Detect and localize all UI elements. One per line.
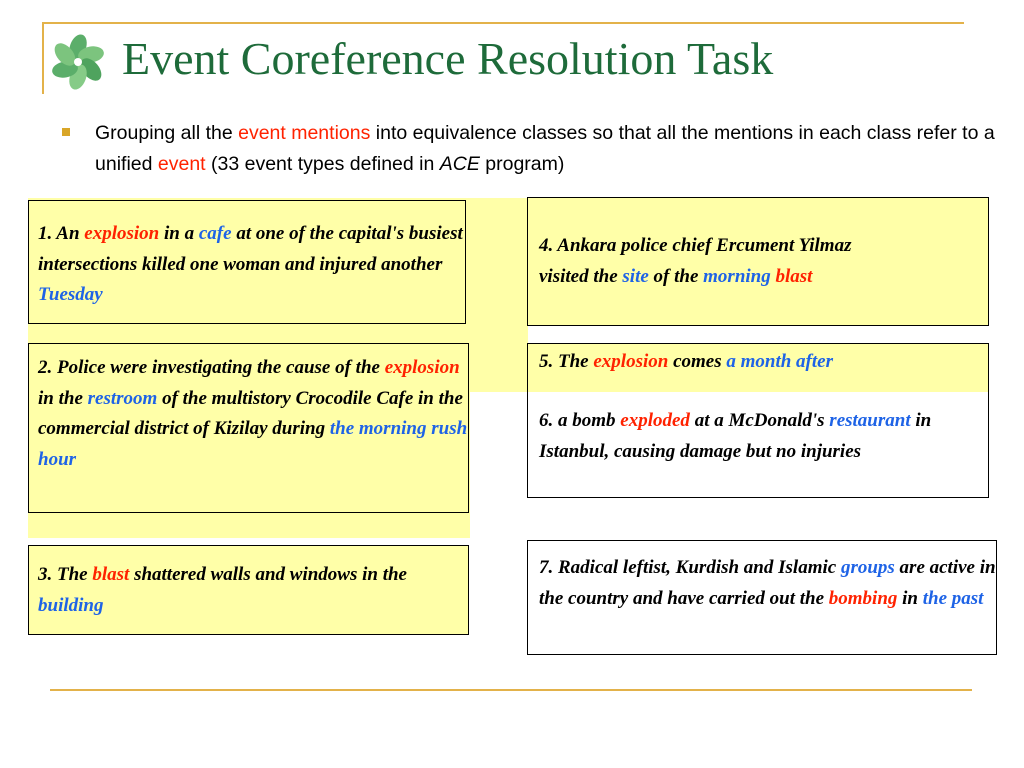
example-text: shattered walls and windows in the — [129, 564, 407, 585]
bottom-divider-line — [50, 689, 972, 691]
example-text: 2. Police were investigating the cause of the — [38, 357, 385, 378]
event-argument: site — [622, 265, 649, 287]
example-box-2 — [28, 343, 469, 513]
pinwheel-logo-icon — [46, 30, 110, 94]
example-text: at a McDonald's — [689, 410, 830, 431]
event-argument: the past — [922, 587, 984, 609]
example-box-5-6 — [527, 343, 989, 498]
bullet-text: into equivalence classes so that all the mentions in each class refer to a unified — [95, 122, 995, 175]
example-text: in a — [159, 223, 199, 244]
example-box-1 — [28, 200, 466, 324]
event-argument: restroom — [87, 387, 158, 409]
left-divider-line — [42, 22, 44, 94]
example-text: in the — [38, 387, 88, 409]
example-6 — [528, 392, 988, 467]
bullet-square-icon — [62, 128, 70, 136]
example-text: 5. The — [539, 351, 594, 372]
event-mention: bombing — [828, 587, 898, 609]
example-text: 3. The — [38, 564, 93, 585]
task-description — [95, 118, 1020, 180]
event-mention: exploded — [620, 410, 690, 431]
example-text: 7. Radical leftist, Kurdish and Islamic — [539, 557, 841, 578]
example-box-3 — [28, 545, 469, 635]
event-mention: blast — [775, 265, 813, 287]
event-argument: Tuesday — [38, 284, 103, 305]
example-text: are active in the country and have carried out the — [539, 557, 996, 609]
cluster-highlight-connector — [470, 198, 528, 392]
highlight-event: event — [157, 153, 206, 175]
example-text: in — [897, 587, 923, 609]
highlight-event-mentions: event mentions — [238, 122, 371, 144]
example-text: visited the — [539, 265, 623, 287]
example-text: at one of the capital's busiest intersections killed one woman and injured another — [38, 223, 463, 275]
event-mention: explosion — [384, 357, 460, 378]
event-argument: the morning rush hour — [38, 418, 468, 470]
event-mention: explosion — [593, 351, 669, 372]
example-text: in Istanbul, causing damage but no injuries — [539, 410, 932, 462]
event-argument: building — [38, 594, 104, 616]
example-text: of the — [648, 265, 704, 287]
event-mention: blast — [92, 564, 130, 585]
ace-program-name: ACE — [439, 153, 480, 175]
event-argument: groups — [840, 557, 895, 578]
example-5 — [528, 344, 988, 392]
event-argument: restaurant — [829, 410, 911, 431]
example-box-7 — [527, 540, 997, 655]
bullet-text: program) — [479, 153, 565, 175]
event-argument: morning — [703, 265, 771, 287]
event-argument: cafe — [198, 223, 232, 244]
event-argument: a month after — [726, 351, 833, 372]
bullet-text: Grouping all the — [95, 122, 239, 144]
example-text: of the multistory Crocodile Cafe in the commercial district of Kizilay during — [38, 387, 463, 439]
example-text: comes — [668, 351, 727, 372]
example-text: 4. Ankara police chief Ercument Yilmaz — [539, 235, 852, 256]
top-divider-line — [42, 22, 964, 24]
slide-title: Event Coreference Resolution Task — [122, 33, 774, 84]
bullet-text: (33 event types defined in — [205, 153, 440, 175]
example-box-4 — [527, 197, 989, 326]
example-text: 1. An — [38, 223, 85, 244]
event-mention: explosion — [84, 223, 160, 244]
example-text: 6. a bomb — [539, 410, 621, 431]
